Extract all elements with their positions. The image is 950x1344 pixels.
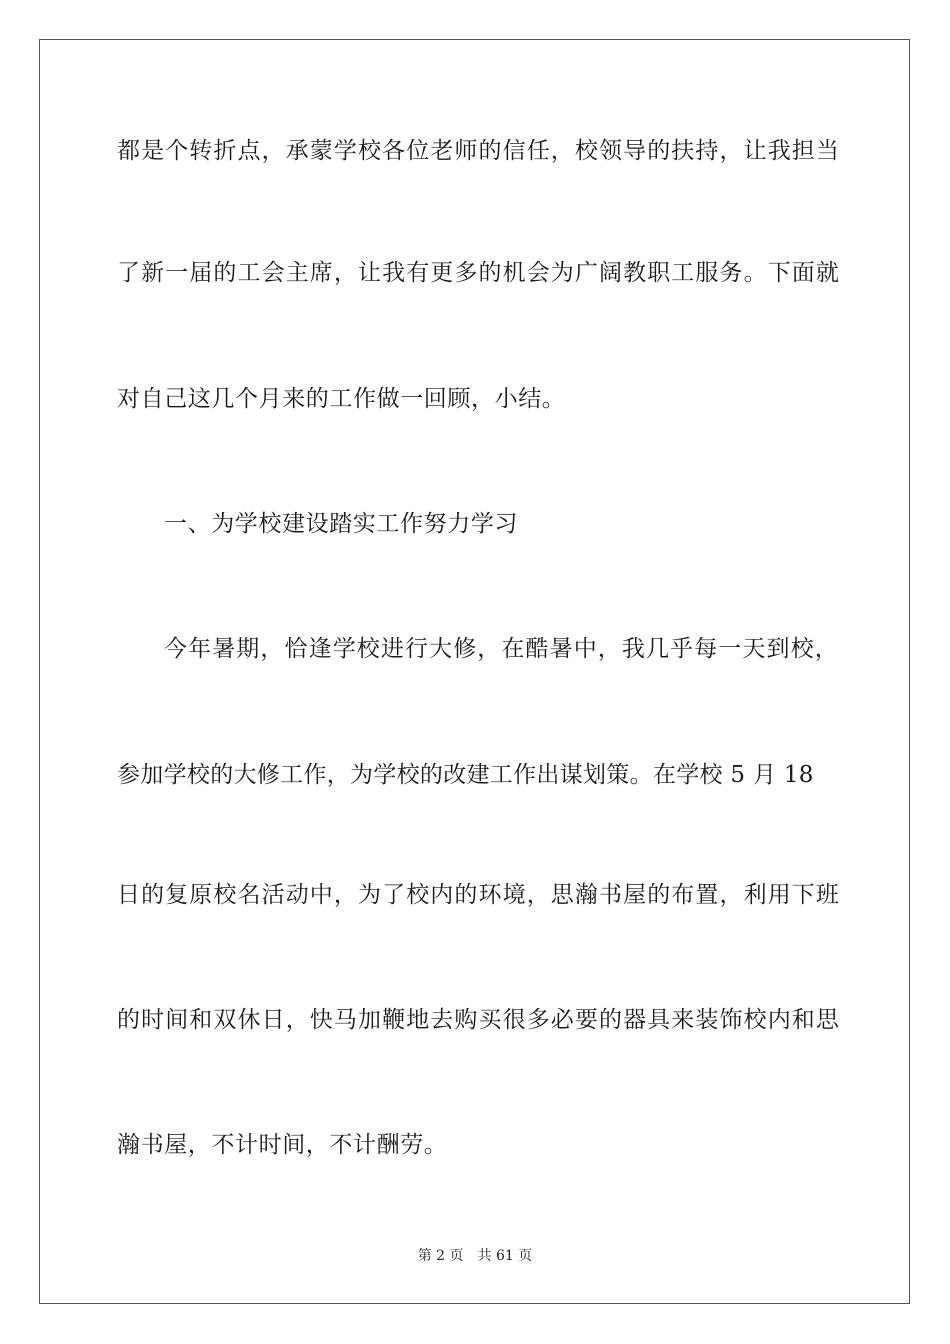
section-heading: 一、为学校建设踏实工作努力学习	[164, 511, 518, 537]
page-total: 共 61 页	[477, 1248, 533, 1264]
page-footer	[0, 1247, 950, 1265]
body-text-line: 的时间和双休日，快马加鞭地去购买很多必要的器具来装饰校内和思	[117, 1007, 840, 1033]
paragraph-first-line: 今年暑期，恰逢学校进行大修，在酷暑中，我几乎每一天到校，	[164, 636, 839, 662]
body-text-line: 对自己这几个月来的工作做一回顾，小结。	[117, 386, 566, 412]
body-text-line: 都是个转折点，承蒙学校各位老师的信任，校领导的扶持，让我担当	[117, 138, 840, 164]
page-number: 第 2 页	[417, 1248, 464, 1264]
body-text-line: 了新一届的工会主席，让我有更多的机会为广阔教职工服务。下面就	[117, 260, 840, 286]
body-text-line: 日的复原校名活动中，为了校内的环境，思瀚书屋的布置，利用下班	[117, 882, 840, 908]
page-frame	[39, 39, 910, 1304]
body-text-line: 瀚书屋，不计时间，不计酬劳。	[117, 1132, 448, 1158]
body-text-line: 参加学校的大修工作，为学校的改建工作出谋划策。在学校 5 月 18	[117, 762, 814, 788]
